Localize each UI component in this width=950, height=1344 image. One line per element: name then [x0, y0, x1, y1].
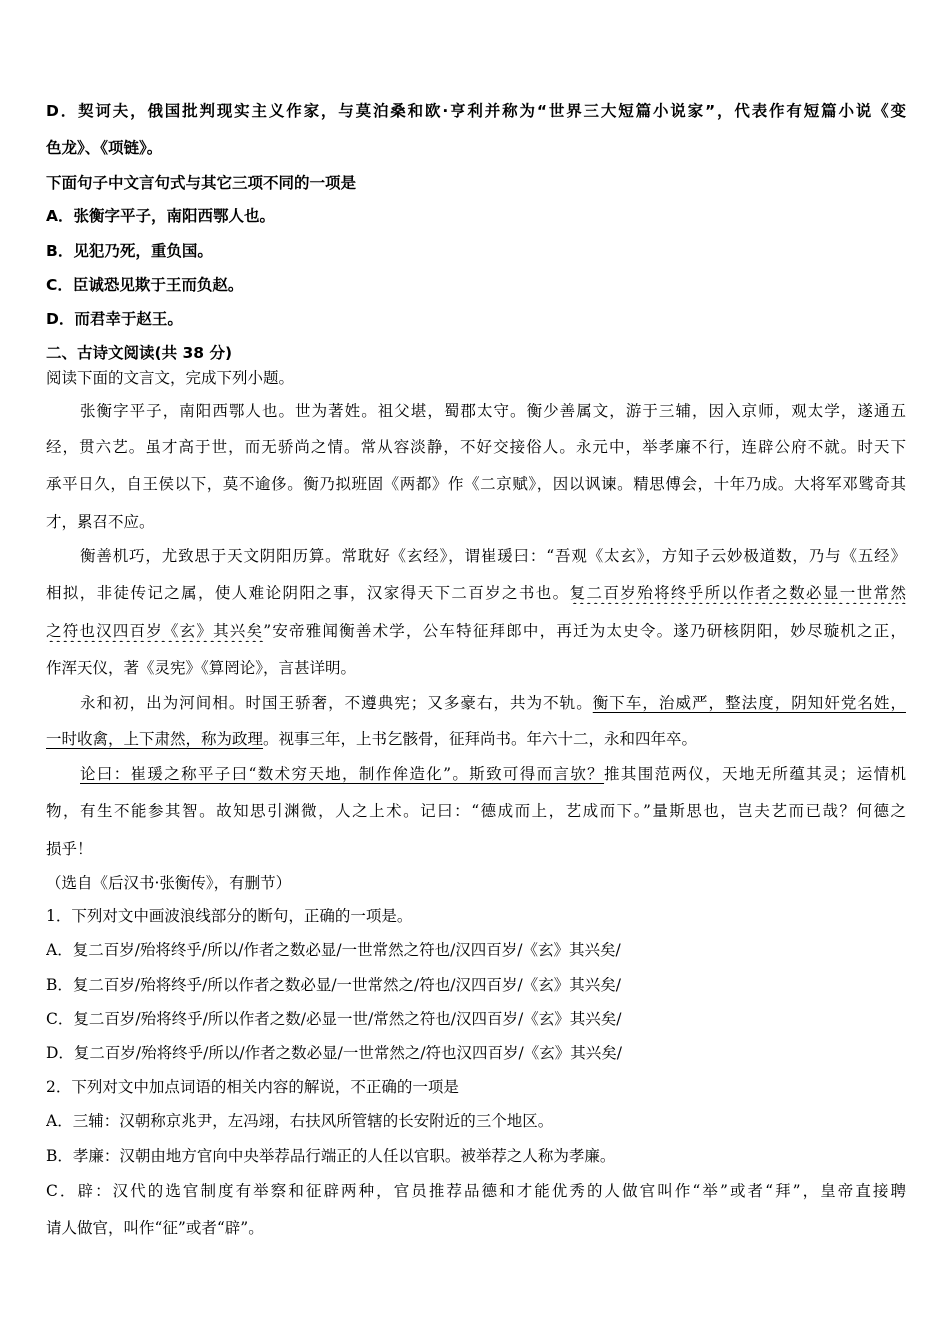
- passage-p4-line2: 物，有生不能参其智。故知思引渊微，人之上术。记曰：“德成而上，艺成而下。”量斯思也，岂夫艺而已哉？何德之: [46, 802, 906, 820]
- q2-option-c-line1: C．辟：汉代的选官制度有举察和征辟两种，官员推荐品德和才能优秀的人做官叫作“举”或者“拜”，皇帝直接聘: [46, 1182, 906, 1200]
- passage-p3-line1: [80, 692, 906, 714]
- passage-p2-line2: [46, 582, 906, 604]
- passage-p3-line2: [46, 728, 906, 750]
- q1-option-a: A．复二百岁/殆将终乎/所以/作者之数必显/一世常然之符也/汉四百岁/《玄》其兴矣/: [46, 941, 621, 959]
- passage-p1-line4: 才，累召不应。: [46, 513, 155, 531]
- prev-option-d-line1: D．契诃夫，俄国批判现实主义作家，与莫泊桑和欧·亨利并称为“世界三大短篇小说家”，代表作有短篇小说《变: [46, 102, 906, 120]
- underlined-sentence-a: 衡下车，治威严，整法度，阴知奸党名姓，: [592, 694, 906, 712]
- wavy-underlined-passage-b: 之符也汉四百岁《玄》其兴矣: [46, 622, 264, 640]
- passage-p3-line1-plain: 永和初，出为河间相。时国王骄奢，不遵典宪；又多豪右，共为不轨。: [80, 694, 593, 712]
- passage-p4-line3: 损乎！: [46, 840, 93, 858]
- syntax-option-a: A．张衡字平子，南阳西鄂人也。: [46, 207, 275, 225]
- q1-option-c: C．复二百岁/殆将终乎/所以作者之数/必显一世/常然之符也/汉四百岁/《玄》其兴矣/: [46, 1010, 622, 1028]
- passage-p2-line4: 作浑天仪，著《灵宪》《算罔论》，言甚详明。: [46, 659, 357, 677]
- section-instruction: 阅读下面的文言文，完成下列小题。: [46, 369, 295, 387]
- passage-p4-line1: [80, 763, 906, 785]
- passage-p2-line3-plain: ”安帝雅闻衡善术学，公车特征拜郎中，再迁为太史令。遂乃研核阴阳，妙尽璇机之正，: [263, 622, 906, 640]
- q2-option-a: A．三辅：汉朝称京兆尹，左冯翊，右扶风所管辖的长安附近的三个地区。: [46, 1112, 554, 1130]
- q1-stem: 1．下列对文中画波浪线部分的断句，正确的一项是。: [46, 907, 413, 925]
- passage-p1-line2: 经，贯六艺。虽才高于世，而无骄尚之情。常从容淡静，不好交接俗人。永元中，举孝廉不行，连辟公府不就。时天下: [46, 438, 906, 456]
- syntax-question-stem: 下面句子中文言句式与其它三项不同的一项是: [46, 174, 357, 192]
- passage-p2-line2-plain: 相拟，非徒传记之属，使人难论阴阳之事，汉家得天下二百岁之书也。: [46, 584, 570, 602]
- wavy-underlined-passage-a: 复二百岁殆将终乎所以作者之数必显一世常然: [569, 584, 906, 602]
- syntax-option-b: B．见犯乃死，重负国。: [46, 242, 213, 260]
- underlined-sentence-c: 论曰：崔瑗之称平子曰“数术穷天地，制作侔造化”。斯致可得而言欤？: [80, 765, 605, 783]
- section-heading: 二、古诗文阅读(共 38 分): [46, 344, 233, 362]
- passage-p1-line3: 承平日久，自王侯以下，莫不逾侈。衡乃拟班固《两都》作《二京赋》，因以讽谏。精思傅会，十年乃成。大将军邓骘奇其: [46, 475, 906, 493]
- passage-p2-line3: [46, 620, 906, 642]
- passage-p2-line1: 衡善机巧，尤致思于天文阴阳历算。常耽好《玄经》，谓崔瑗曰：“吾观《太玄》，方知子云妙极道数，乃与《五经》: [80, 547, 906, 565]
- prev-option-d-line2: 色龙》、《项链》。: [46, 139, 163, 157]
- syntax-option-d: D．而君幸于赵王。: [46, 310, 183, 328]
- passage-source: （选自《后汉书·张衡传》，有删节）: [46, 874, 292, 892]
- passage-p3-line2-plain: 。视事三年，上书乞骸骨，征拜尚书。年六十二，永和四年卒。: [263, 730, 698, 748]
- q1-option-b: B．复二百岁/殆将终乎/所以作者之数必显/一世常然之/符也/汉四百岁/《玄》其兴矣/: [46, 976, 621, 994]
- q2-stem: 2．下列对文中加点词语的相关内容的解说，不正确的一项是: [46, 1078, 459, 1096]
- syntax-option-c: C．臣诚恐见欺于王而负赵。: [46, 276, 244, 294]
- underlined-sentence-b: 一时收禽，上下肃然，称为政理: [46, 730, 264, 748]
- q2-option-c-line2: 请人做官，叫作“征”或者“辟”。: [46, 1219, 264, 1237]
- q1-option-d: D．复二百岁/殆将终乎/所以/作者之数必显/一世常然之/符也汉四百岁/《玄》其兴矣/: [46, 1044, 622, 1062]
- passage-p1-line1: 张衡字平子，南阳西鄂人也。世为著姓。祖父堪，蜀郡太守。衡少善属文，游于三辅，因入京师，观太学，遂通五: [80, 402, 906, 420]
- passage-p4-line1-plain: 推其围范两仪，天地无所蕴其灵；运情机: [604, 765, 906, 783]
- q2-option-b: B．孝廉：汉朝由地方官向中央举荐品行端正的人任以官职。被举荐之人称为孝廉。: [46, 1147, 616, 1165]
